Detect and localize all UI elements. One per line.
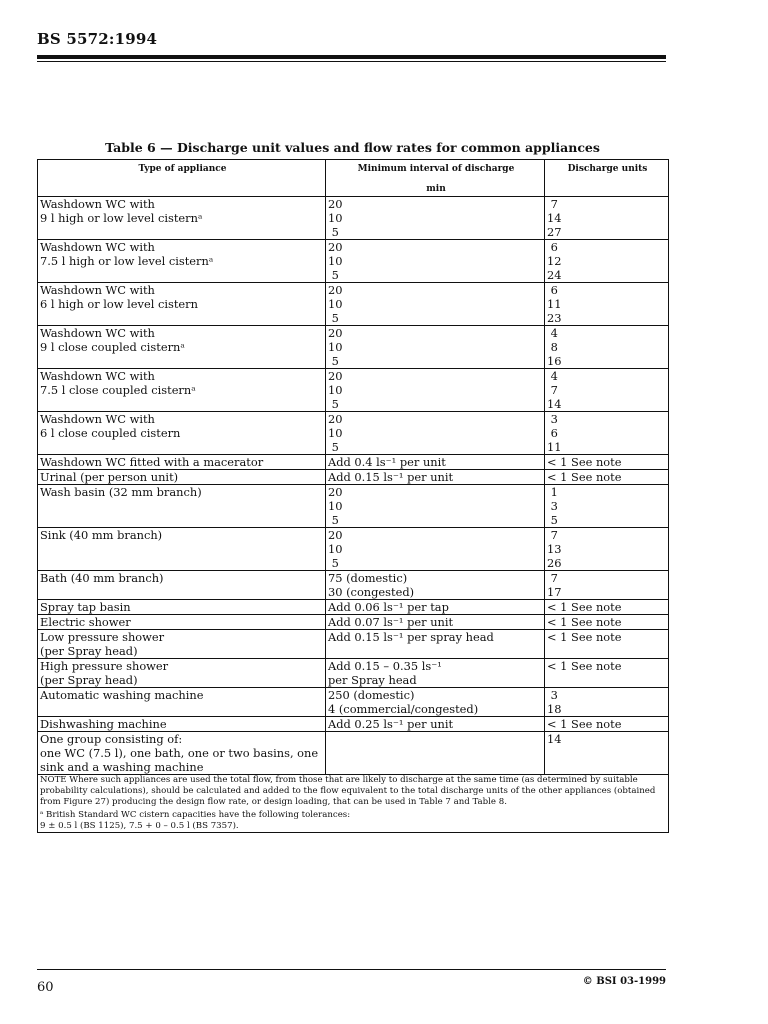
discharge-interval-line: Add 0.15 ls⁻¹ per unit (328, 470, 454, 484)
appliance-type-line: High pressure shower (40, 659, 169, 673)
table-row (38, 571, 669, 600)
discharge-interval-line: per Spray head (328, 673, 417, 687)
discharge-interval-line: 5 (328, 397, 339, 411)
table-row (38, 470, 669, 485)
discharge-interval-line: 5 (328, 354, 339, 368)
discharge-interval-line: 5 (328, 556, 339, 570)
discharge-units-line: < 1 See note (547, 630, 622, 644)
discharge-interval-line: 250 (domestic) (328, 688, 415, 702)
appliance-type-cell (38, 455, 326, 470)
discharge-units-cell (545, 326, 669, 369)
appliance-type-line: Automatic washing machine (40, 688, 204, 702)
discharge-units-cell (545, 659, 669, 688)
appliance-type-line: sink and a washing machine (40, 760, 204, 774)
discharge-units-line: 3 (547, 688, 558, 702)
appliance-type-line: Wash basin (32 mm branch) (40, 485, 202, 499)
discharge-units-line: 27 (547, 225, 562, 239)
discharge-interval-cell (326, 326, 545, 369)
table-row (38, 412, 669, 455)
appliance-type-cell (38, 600, 326, 615)
discharge-interval-line: 20 (328, 283, 343, 297)
document-standard-title: BS 5572:1994 (37, 30, 158, 48)
discharge-units-line: < 1 See note (547, 717, 622, 731)
table-caption: Table 6 — Discharge unit values and flow rates for common appliances (105, 140, 600, 155)
appliance-type-cell (38, 732, 326, 775)
table-row (38, 455, 669, 470)
header-rule-thick (37, 55, 666, 59)
discharge-interval-cell (326, 630, 545, 659)
appliance-type-line: Washdown WC with (40, 283, 155, 297)
appliance-type-cell (38, 197, 326, 240)
appliance-type-line: Sink (40 mm branch) (40, 528, 163, 542)
table-row (38, 615, 669, 630)
appliance-type-cell (38, 571, 326, 600)
discharge-units-line: 3 (547, 412, 558, 426)
discharge-units-cell (545, 688, 669, 717)
appliance-type-cell (38, 412, 326, 455)
discharge-units-cell (545, 369, 669, 412)
discharge-units-line: 24 (547, 268, 562, 282)
discharge-units-cell (545, 470, 669, 485)
appliance-type-cell (38, 688, 326, 717)
discharge-units-cell (545, 283, 669, 326)
discharge-interval-cell (326, 455, 545, 470)
copyright-notice: © BSI 03-1999 (582, 976, 666, 987)
discharge-interval-cell (326, 283, 545, 326)
discharge-units-cell (545, 412, 669, 455)
appliance-type-line: Washdown WC with (40, 369, 155, 383)
appliance-type-line: 9 l close coupled cisternᵃ (40, 340, 185, 354)
table-row (38, 528, 669, 571)
appliance-type-cell (38, 369, 326, 412)
appliance-type-cell (38, 326, 326, 369)
table-row (38, 659, 669, 688)
discharge-interval-cell (326, 485, 545, 528)
discharge-interval-cell (326, 197, 545, 240)
table-note-text: NOTE Where such appliances are used the total flow, from those that are likely to discharge at the same time (as determined by suitable probability calculations), should be calculated and added to the flow equivalent to the total discharge units of the other appliances (obtained from Figure 27) producing the design flow rate, or design loading, that can be used in Table 7 and Table 8. (40, 775, 656, 807)
discharge-interval-line: 5 (328, 440, 339, 454)
discharge-interval-cell (326, 470, 545, 485)
discharge-units-cell (545, 528, 669, 571)
discharge-units-cell (545, 240, 669, 283)
discharge-units-line: 16 (547, 354, 562, 368)
appliance-type-line: Bath (40 mm branch) (40, 571, 164, 585)
appliance-type-cell (38, 283, 326, 326)
footer-rule (37, 969, 666, 970)
appliance-type-line: Dishwashing machine (40, 717, 167, 731)
discharge-interval-cell (326, 600, 545, 615)
appliance-type-cell (38, 240, 326, 283)
header-interval-unit: min (426, 184, 446, 194)
discharge-units-line: 4 (547, 326, 558, 340)
discharge-interval-line: 20 (328, 240, 343, 254)
discharge-interval-cell (326, 571, 545, 600)
discharge-interval-cell (326, 717, 545, 732)
appliance-type-cell (38, 528, 326, 571)
discharge-units-line: 1 (547, 485, 558, 499)
discharge-units-line: 7 (547, 197, 558, 211)
discharge-interval-line: 10 (328, 254, 343, 268)
discharge-units-line: 12 (547, 254, 562, 268)
discharge-units-cell (545, 600, 669, 615)
discharge-interval-line: 20 (328, 197, 343, 211)
discharge-interval-line: 10 (328, 211, 343, 225)
discharge-interval-line: 20 (328, 485, 343, 499)
header-type-of-appliance: Type of appliance (38, 160, 326, 197)
appliance-type-cell (38, 615, 326, 630)
discharge-interval-line: 4 (commercial/congested) (328, 702, 479, 716)
appliance-type-line: 7.5 l close coupled cisternᵃ (40, 383, 196, 397)
discharge-units-line: 11 (547, 297, 562, 311)
appliance-type-line: 9 l high or low level cisternᵃ (40, 211, 203, 225)
footnote-line-1: ᵃ British Standard WC cistern capacities have the following tolerances: (40, 810, 351, 820)
discharge-interval-line: 10 (328, 499, 343, 513)
appliance-type-line: One group consisting of: (40, 732, 183, 746)
discharge-units-line: < 1 See note (547, 455, 622, 469)
table-footnote (40, 810, 668, 832)
discharge-units-line: 14 (547, 732, 562, 746)
discharge-units-cell (545, 630, 669, 659)
discharge-units-line: 5 (547, 513, 558, 527)
appliance-type-line: (per Spray head) (40, 673, 138, 687)
header-minimum-interval (326, 160, 545, 197)
appliance-type-line: Washdown WC with (40, 240, 155, 254)
discharge-units-line: < 1 See note (547, 659, 622, 673)
appliance-type-cell (38, 717, 326, 732)
appliance-type-line: Washdown WC with (40, 412, 155, 426)
discharge-units-line: < 1 See note (547, 470, 622, 484)
discharge-units-cell (545, 197, 669, 240)
discharge-interval-cell (326, 240, 545, 283)
table-row (38, 630, 669, 659)
discharge-interval-cell (326, 412, 545, 455)
appliance-type-line: one WC (7.5 l), one bath, one or two basins, one (40, 746, 319, 760)
discharge-units-line: 8 (547, 340, 558, 354)
appliance-type-cell (38, 630, 326, 659)
discharge-interval-line: 10 (328, 542, 343, 556)
discharge-units-line: 23 (547, 311, 562, 325)
appliance-type-line: 7.5 l high or low level cisternᵃ (40, 254, 214, 268)
appliance-type-line: Spray tap basin (40, 600, 131, 614)
discharge-interval-line: 20 (328, 528, 343, 542)
table-row (38, 369, 669, 412)
discharge-units-cell (545, 485, 669, 528)
discharge-interval-line: 5 (328, 513, 339, 527)
discharge-interval-line: 10 (328, 297, 343, 311)
discharge-interval-line: 10 (328, 426, 343, 440)
discharge-units-cell (545, 615, 669, 630)
appliance-type-line: Low pressure shower (40, 630, 165, 644)
discharge-units-line: 18 (547, 702, 562, 716)
discharge-units-line: 3 (547, 499, 558, 513)
discharge-interval-line: 20 (328, 326, 343, 340)
table-row (38, 240, 669, 283)
discharge-interval-line: 10 (328, 340, 343, 354)
discharge-interval-line: 75 (domestic) (328, 571, 408, 585)
header-interval-label: Minimum interval of discharge (357, 164, 515, 174)
discharge-units-cell (545, 717, 669, 732)
discharge-units-cell (545, 571, 669, 600)
page-number: 60 (37, 980, 54, 995)
appliance-type-line: Washdown WC with (40, 326, 155, 340)
appliance-type-line: Washdown WC with (40, 197, 155, 211)
discharge-units-table (37, 159, 669, 833)
discharge-units-line: 7 (547, 528, 558, 542)
discharge-interval-line: 5 (328, 225, 339, 239)
table-note-cell (38, 775, 669, 833)
discharge-units-line: 11 (547, 440, 562, 454)
appliance-type-line: 6 l close coupled cistern (40, 426, 181, 440)
discharge-units-line: 6 (547, 283, 558, 297)
discharge-interval-cell (326, 688, 545, 717)
appliance-type-line: (per Spray head) (40, 644, 138, 658)
table-note-row (38, 775, 669, 833)
discharge-interval-line: 5 (328, 311, 339, 325)
discharge-interval-cell (326, 615, 545, 630)
table-header-row (38, 160, 669, 197)
discharge-interval-line: Add 0.15 ls⁻¹ per spray head (328, 630, 494, 644)
discharge-interval-line: Add 0.15 – 0.35 ls⁻¹ (328, 659, 442, 673)
discharge-interval-line: Add 0.25 ls⁻¹ per unit (328, 717, 454, 731)
footnote-line-2: 9 ± 0.5 l (BS 1125), 7.5 + 0 – 0.5 l (BS 7357). (40, 821, 239, 831)
appliance-type-cell (38, 470, 326, 485)
discharge-units-line: < 1 See note (547, 615, 622, 629)
discharge-units-line: < 1 See note (547, 600, 622, 614)
discharge-units-cell (545, 732, 669, 775)
discharge-interval-cell (326, 528, 545, 571)
discharge-units-line: 7 (547, 383, 558, 397)
table-row (38, 688, 669, 717)
header-discharge-units: Discharge units (545, 160, 669, 197)
discharge-units-line: 4 (547, 369, 558, 383)
header-rule-thin (37, 61, 666, 62)
discharge-interval-cell (326, 659, 545, 688)
appliance-type-cell (38, 659, 326, 688)
discharge-interval-line: Add 0.4 ls⁻¹ per unit (328, 455, 446, 469)
table-row (38, 717, 669, 732)
discharge-units-line: 14 (547, 397, 562, 411)
discharge-units-line: 26 (547, 556, 562, 570)
discharge-interval-line: Add 0.06 ls⁻¹ per tap (328, 600, 449, 614)
discharge-units-line: 6 (547, 240, 558, 254)
appliance-type-cell (38, 485, 326, 528)
discharge-units-line: 7 (547, 571, 558, 585)
table-row (38, 732, 669, 775)
discharge-units-cell (545, 455, 669, 470)
discharge-interval-line: 5 (328, 268, 339, 282)
discharge-units-line: 17 (547, 585, 562, 599)
table-row (38, 283, 669, 326)
table-body (38, 197, 669, 775)
discharge-interval-line: 20 (328, 369, 343, 383)
discharge-interval-line: 10 (328, 383, 343, 397)
discharge-units-line: 13 (547, 542, 562, 556)
discharge-units-line: 6 (547, 426, 558, 440)
appliance-type-line: Washdown WC fitted with a macerator (40, 455, 264, 469)
discharge-interval-line: 30 (congested) (328, 585, 415, 599)
table-row (38, 485, 669, 528)
appliance-type-line: Urinal (per person unit) (40, 470, 179, 484)
discharge-interval-line: 20 (328, 412, 343, 426)
appliance-type-line: 6 l high or low level cistern (40, 297, 198, 311)
discharge-interval-cell (326, 732, 545, 775)
discharge-interval-cell (326, 369, 545, 412)
table-row (38, 600, 669, 615)
discharge-interval-line: Add 0.07 ls⁻¹ per unit (328, 615, 454, 629)
table-row (38, 326, 669, 369)
discharge-units-line: 14 (547, 211, 562, 225)
appliance-type-line: Electric shower (40, 615, 131, 629)
table-row (38, 197, 669, 240)
